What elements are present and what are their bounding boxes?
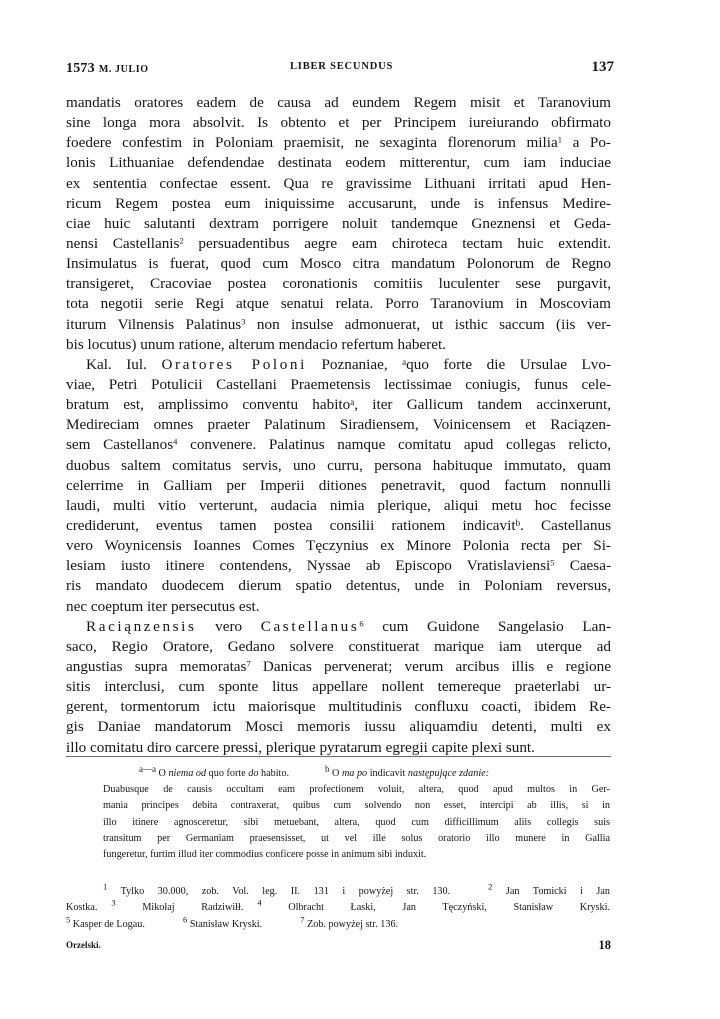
text-segment: nensi Castellanis bbox=[66, 234, 180, 252]
text-segment: convenere. Palatinus namque comitatu apud collegas relicto, bbox=[190, 436, 612, 454]
footnote-marker: 1 bbox=[557, 134, 562, 145]
text-line: tota negotii serie Regi atque senatui relata. Porro Taranovium in Moscoviam bbox=[66, 295, 611, 313]
text-line: Insimulatus is fuerat, quod cum Mosco citra mandatum Polonorum de Regno bbox=[66, 255, 611, 273]
text-segment: angustias supra memoratas bbox=[66, 657, 247, 675]
footnote-number: 7 bbox=[300, 913, 305, 924]
footnote-number: 4 bbox=[257, 897, 262, 908]
header-year: 1573 bbox=[66, 61, 95, 76]
critical-note-marker: a bbox=[402, 356, 407, 367]
text-line: ciae huic salutanti dextram porrigere noluit tandemque Gneznensi et Geda- bbox=[66, 214, 611, 232]
text-line bbox=[66, 657, 611, 677]
text-line: Medireciam omnes praeter Palatinum Siradiensem, Voinicensem et Raciązen- bbox=[66, 416, 611, 434]
text-segment: non insulse admonuerat, ut isthic saccum (iis ver- bbox=[256, 315, 612, 333]
text-segment: a Po- bbox=[572, 134, 611, 152]
text-segment: Danicas pervenerat; verum arcibus illis e regione bbox=[262, 657, 611, 675]
text-line: gerent, tormentorum ictu maiorisque multitudinis confluxu coacti, ibidem Re- bbox=[66, 698, 611, 716]
text-segment: Kal. Iul. bbox=[86, 355, 147, 373]
footnote-number: 3 bbox=[111, 897, 116, 908]
text-line bbox=[66, 355, 611, 375]
note-text-italic: ma po bbox=[341, 768, 368, 779]
text-line: sitis interclusi, cum sponte litus appellare nollent temereque praeterlabi ur- bbox=[66, 678, 611, 696]
main-text bbox=[66, 93, 611, 758]
text-segment: lesiam iusto itinere contendens, Nyssae ab Episcopo Vratislaviensi bbox=[66, 557, 551, 575]
note-text: quo forte bbox=[208, 768, 246, 779]
note-text-italic: następujące zdanie: bbox=[407, 768, 490, 779]
text-segment: cum Guidone Sangelasio Lan- bbox=[382, 617, 612, 635]
text-segment: vero bbox=[215, 617, 243, 635]
footnote-separator bbox=[66, 756, 611, 757]
header-month: M. JULIO bbox=[98, 64, 149, 75]
text-segment: Poznaniae, bbox=[321, 355, 388, 373]
reference-footnotes bbox=[66, 881, 610, 933]
footnote-line bbox=[66, 913, 610, 933]
footnote-number: 2 bbox=[488, 881, 493, 892]
footnote-marker: 7 bbox=[246, 658, 251, 669]
text-line: lonis Lithuaniae defendendae destinata eodem mitterentur, cum iam induciae bbox=[66, 154, 611, 172]
footnote-text: Stanisław Kryski. bbox=[189, 918, 263, 930]
note-line: Duabusque de causis occultam eam profectionem voluit, altera, quod apud multos in Ger- bbox=[103, 784, 610, 796]
text-line bbox=[66, 395, 611, 415]
note-line: illo itinere agnosceretur, sibi metuebant, altera, quod cum difficillimum aliis collegis suis bbox=[103, 816, 610, 828]
running-header bbox=[66, 56, 614, 82]
text-line: vero Woynicensis Ioannes Comes Tęczynius ex Minore Polonia recta per Si- bbox=[66, 537, 611, 555]
critical-note-marker: a bbox=[350, 397, 355, 408]
text-line: ricum Regem postea eum iniquissime accusarunt, unde is infensus Medire- bbox=[66, 194, 611, 212]
header-book-title: LIBER SECUNDUS bbox=[290, 61, 394, 72]
footnote-text: Olbracht Łaski, Jan Tęczyński, Stanisław Kryski. bbox=[288, 902, 610, 914]
footnote-marker: 6 bbox=[359, 617, 364, 628]
text-line bbox=[66, 617, 611, 637]
text-segment: bratum est, amplissimo conventu habito bbox=[66, 396, 351, 414]
note-line bbox=[103, 763, 610, 782]
text-line: viae, Petri Potulicii Castellani Praemetensis lectissimae coniugis, funus cele- bbox=[66, 375, 611, 393]
footnote-number: 5 bbox=[66, 913, 71, 924]
footnote-number: 6 bbox=[182, 913, 188, 924]
text-segment: Caesa- bbox=[569, 557, 612, 575]
page-footer bbox=[66, 938, 611, 954]
footnote-text: Kostka. bbox=[66, 902, 98, 914]
header-date bbox=[66, 60, 149, 77]
text-segment: . Castellanus bbox=[520, 516, 611, 534]
text-line: illo comitatu diro carcere pressi, plerique pyratarum egregii capite plexi sunt. bbox=[66, 738, 535, 756]
footnote-text: Jan Tomicki i Jan bbox=[505, 886, 610, 897]
footnote-marker: 3 bbox=[241, 315, 246, 326]
note-line: fungeretur, furtim illud iter commodius conficere posse in animum sibi induxit. bbox=[103, 848, 427, 860]
spaced-text: Castellanus bbox=[260, 617, 360, 635]
critical-apparatus bbox=[103, 763, 610, 863]
text-line: bis locutus) unum ratione, alterum mendacio refertum haberet. bbox=[66, 335, 446, 353]
critical-note-marker: b bbox=[515, 517, 521, 528]
footnote-line bbox=[66, 881, 610, 900]
footnote-marker: 2 bbox=[179, 235, 184, 246]
text-segment: crediderunt, eventus tamen postea consilii rationem indicavit bbox=[66, 516, 516, 534]
text-line: saco, Regio Oratore, Gedano solvere constituerat marique iam uterque ad bbox=[66, 637, 611, 655]
text-line bbox=[66, 133, 611, 153]
note-text-italic: niema od bbox=[168, 768, 207, 779]
footnote-text: Mikołaj Radziwiłł. bbox=[142, 902, 244, 914]
text-line: nec coeptum iter persecutus est. bbox=[66, 597, 260, 615]
note-text: O bbox=[158, 768, 166, 779]
footnote-number: 1 bbox=[103, 881, 108, 892]
note-text: indicavit bbox=[369, 768, 406, 779]
text-line bbox=[66, 435, 611, 455]
text-segment: quo forte die Ursulae Lvo- bbox=[406, 355, 611, 373]
text-segment: iturum Vilnensis Palatinus bbox=[66, 315, 242, 333]
text-line: laudi, multi vitio verterunt, audacia nimia plerique, aliqui metu hoc fecisse bbox=[66, 496, 611, 514]
footnote-text: Kasper de Logau. bbox=[72, 918, 145, 930]
text-line: transigeret, Cracoviae postea coronationis comitiis luculenter sese purgavit, bbox=[66, 275, 611, 293]
text-segment: persuadentibus aegre eam chiroteca tectam huic extendit. bbox=[198, 234, 612, 252]
text-line: celerrime in Galliam per Imperii ditiones penetravit, quod factum nonnulli bbox=[66, 476, 611, 494]
text-line bbox=[66, 315, 611, 335]
footnote-marker: 5 bbox=[550, 557, 555, 568]
spaced-text: Raciąnzensis bbox=[86, 617, 197, 635]
note-line: mania principes debita contraxerat, quibus cum solvendo non esset, intercipi ab illis, si in bbox=[103, 800, 610, 812]
footnote-text: Zob. powyżej str. 136. bbox=[306, 918, 399, 930]
note-marker: a—a bbox=[139, 763, 156, 774]
text-line: gis Daniae mandatorum Mosci memoris iussu aliquamdiu detenti, multi ex bbox=[66, 718, 611, 736]
text-line bbox=[66, 234, 611, 254]
text-line: ris mandato duodecem dierum spatio detentus, unde in Poloniam reversus, bbox=[66, 577, 611, 595]
text-segment: foedere confestim in Poloniam praemisit, ne sexaginta florenorum milia bbox=[66, 134, 558, 152]
footnote-text: Tylko 30.000, zob. Vol. leg. II. 131 i powyżej str. 130. bbox=[120, 886, 451, 897]
text-line bbox=[66, 556, 611, 576]
note-line: transitum per Germaniam praesensisset, ut vel ille solus oratorio illo munere in Gallia bbox=[103, 832, 610, 844]
note-text: habito. bbox=[260, 768, 289, 779]
spaced-text: Oratores Poloni bbox=[161, 355, 307, 373]
note-marker: b bbox=[325, 763, 330, 774]
text-line: ex sententia confectae essent. Qua re gravissime Lithuani irritati apud Hen- bbox=[66, 174, 611, 192]
signature-mark: Orzelski. bbox=[66, 940, 101, 950]
footnote-line bbox=[66, 897, 610, 916]
sheet-number: 18 bbox=[598, 938, 611, 952]
note-text-italic: do bbox=[248, 768, 259, 779]
text-line bbox=[66, 516, 611, 536]
footnote-marker: 4 bbox=[173, 436, 178, 447]
text-line: duobus saltem comitatus servis, uno curru, persona habituque immutato, quam bbox=[66, 456, 611, 474]
text-line: sine longa mora absolvit. Is obtento et per Principem iureiurando obfirmato bbox=[66, 114, 611, 132]
text-segment: sem Castellanos bbox=[66, 436, 174, 454]
page-number: 137 bbox=[591, 59, 614, 75]
text-line: mandatis oratores eadem de causa ad eundem Regem misit et Taranovium bbox=[66, 94, 611, 111]
text-segment: , iter Gallicum tandem accinxerunt, bbox=[354, 396, 611, 414]
note-text: O bbox=[332, 768, 340, 779]
